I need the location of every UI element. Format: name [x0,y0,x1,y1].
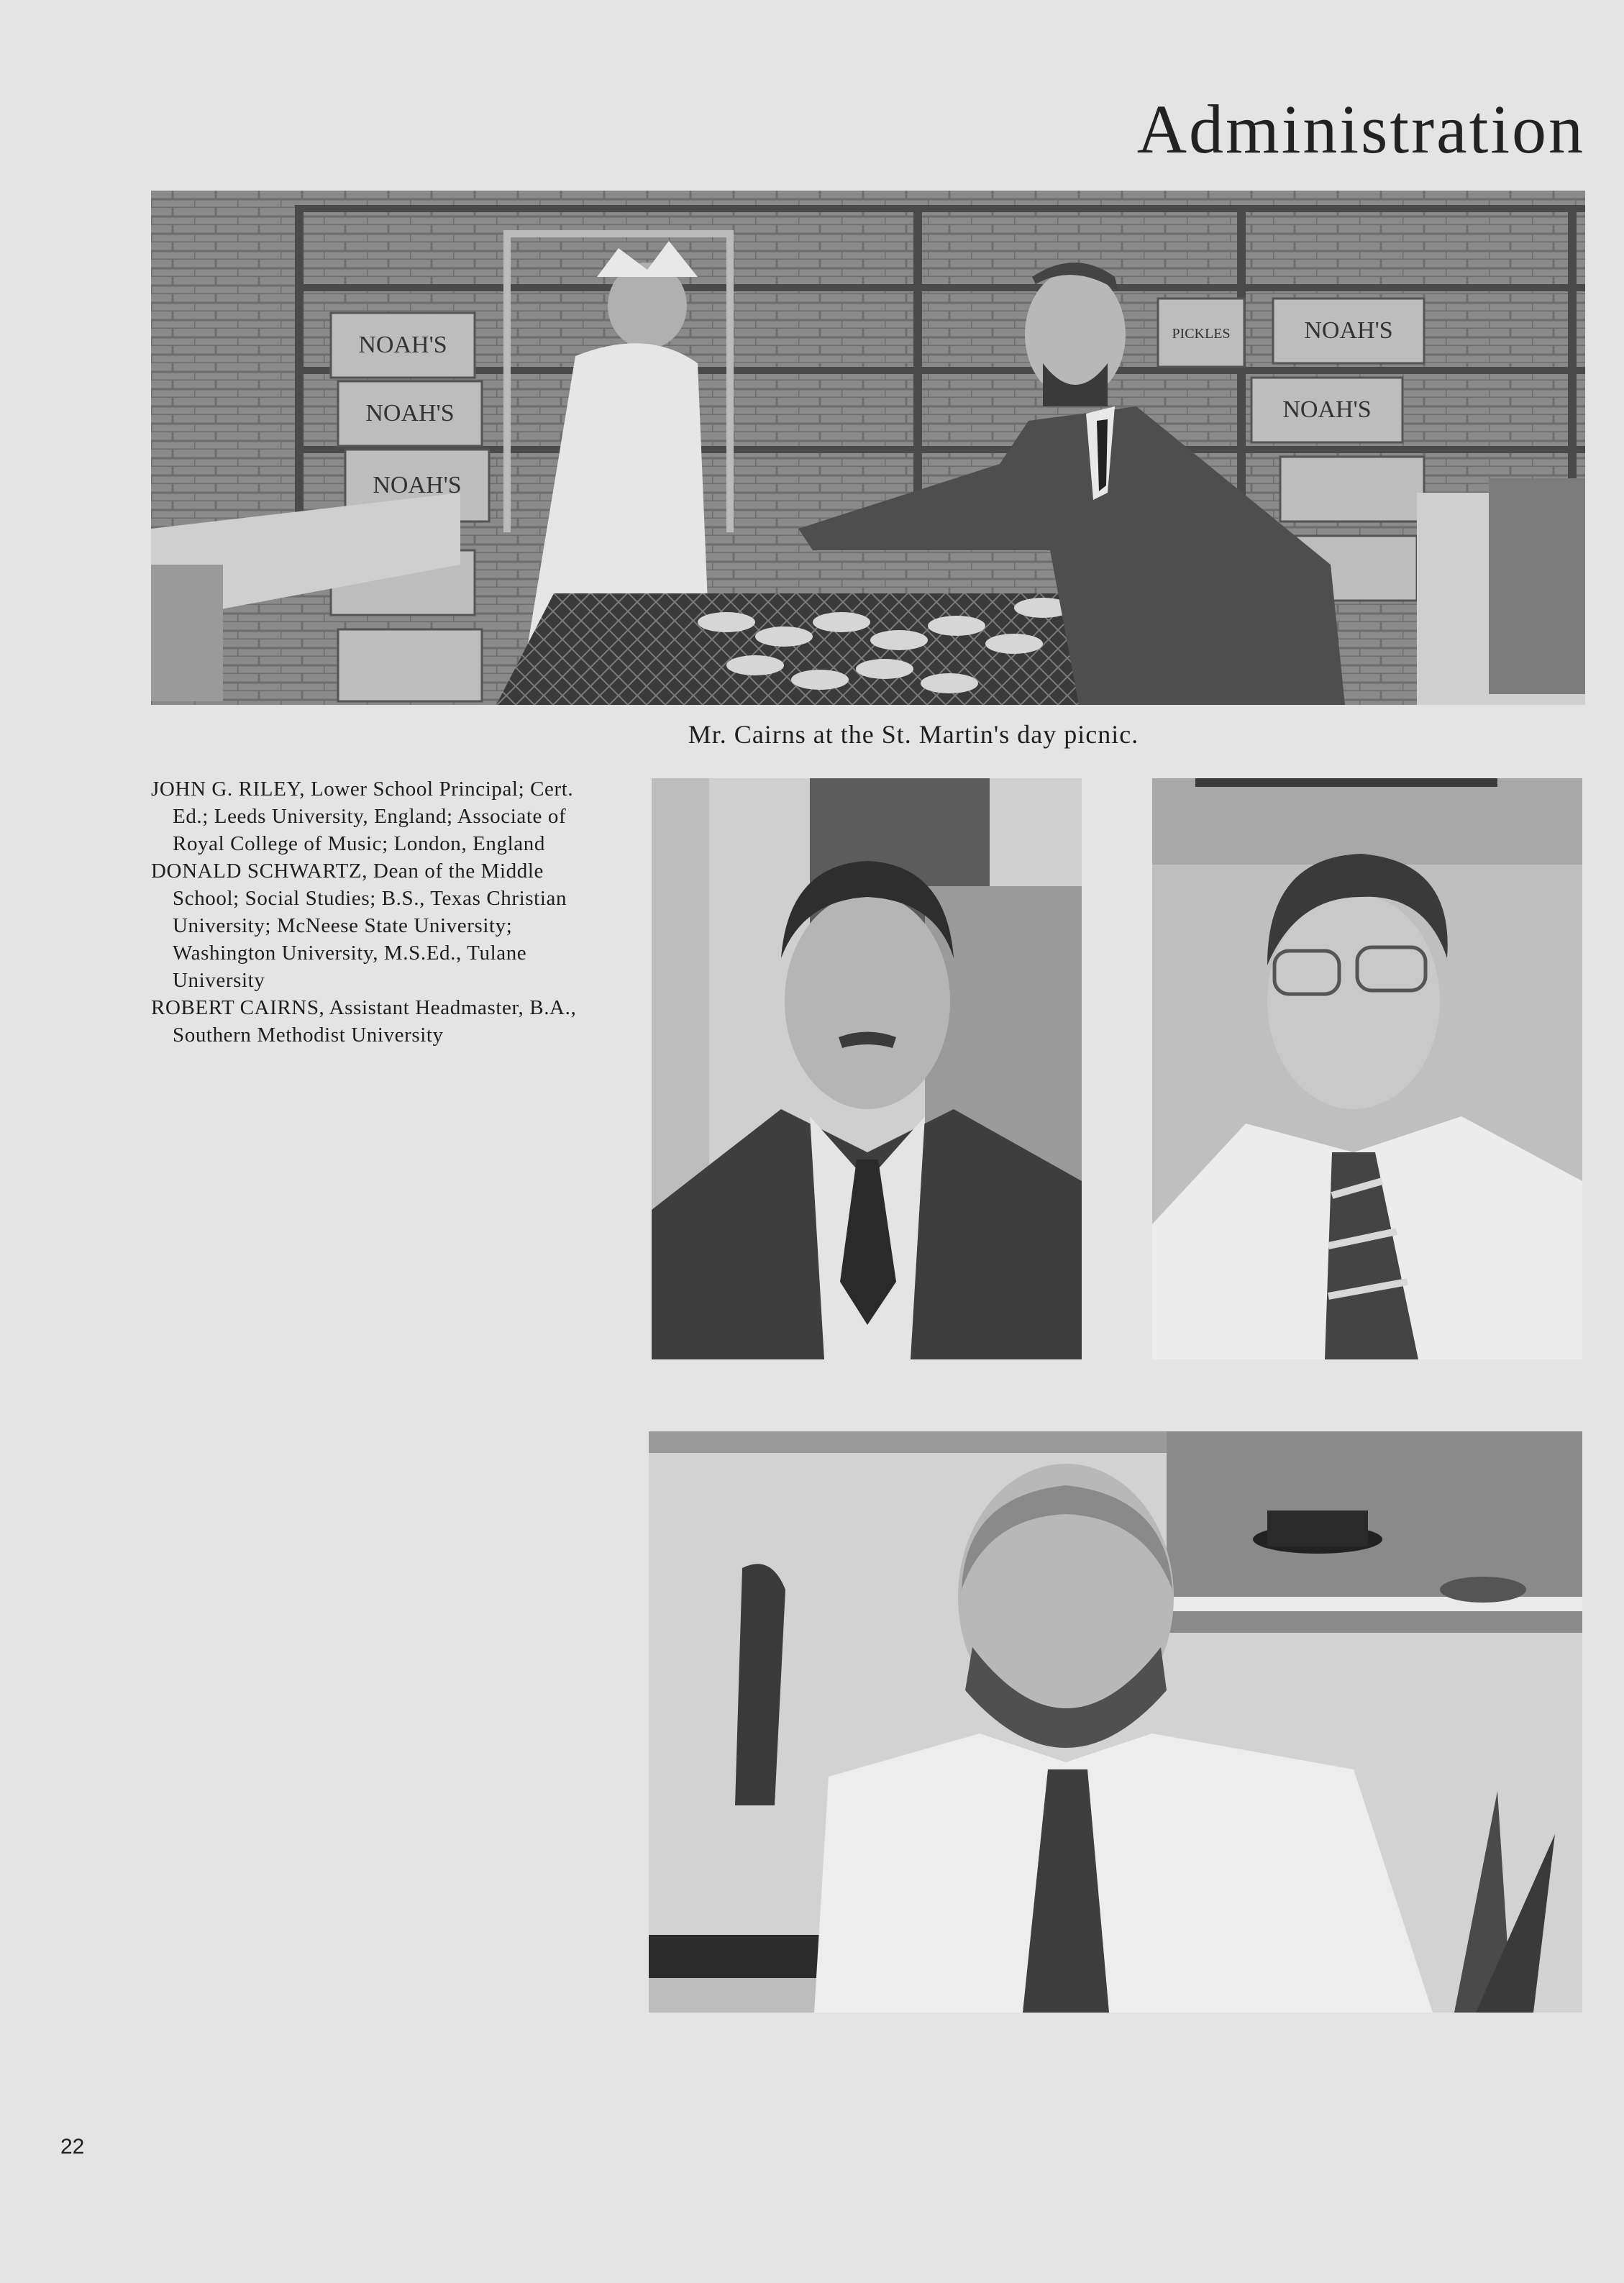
box-label: PICKLES [1172,326,1231,342]
bio-riley: JOHN G. RILEY, Lower School Principal; Cert. Ed.; Leeds University, England; Associate of Royal College of Music; London, England [151,778,574,855]
box-label: NOAH'S [358,332,447,358]
bio-cairns: ROBERT CAIRNS, Assistant Headmaster, B.A., Southern Methodist University [151,996,577,1047]
page-title: Administration [1136,91,1585,168]
portrait-riley [652,778,1082,1359]
box-label: NOAH'S [365,400,455,427]
portrait-cairns [649,1431,1582,2013]
bio-schwartz: DONALD SCHWARTZ, Dean of the Middle School; Social Studies; B.S., Texas Christian University; McNeese State University; Washington University, M.S.Ed., Tulane University [151,860,567,992]
staff-bios [151,775,611,1049]
box-label: NOAH'S [1282,396,1372,423]
picnic-photo [151,191,1585,705]
portrait-schwartz [1152,778,1582,1359]
box-label: NOAH'S [1304,317,1393,344]
box-label: NOAH'S [373,472,462,498]
photo-caption: Mr. Cairns at the St. Martin's day picnic. [688,720,1139,749]
page-number: 22 [60,2135,85,2159]
